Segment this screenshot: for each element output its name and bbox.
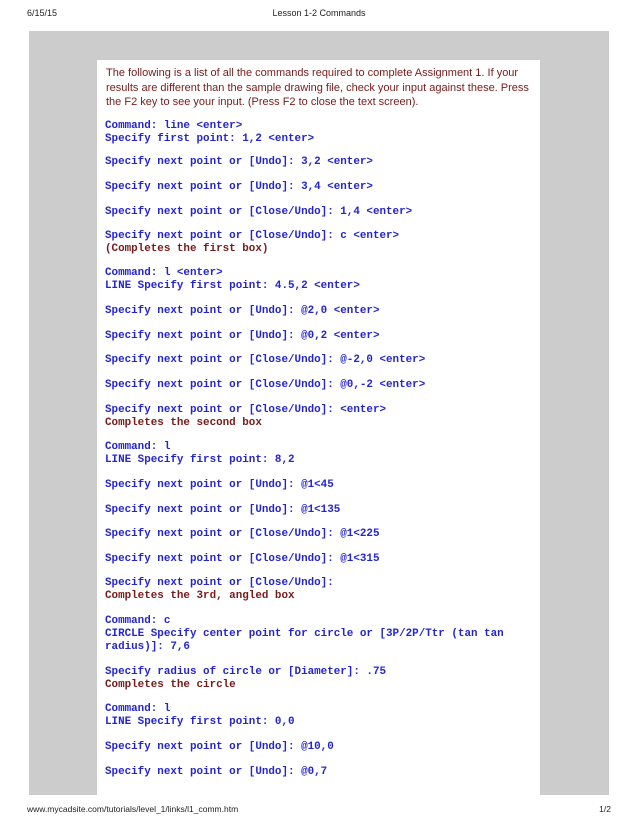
command-line: Specify next point or [Close/Undo]: @1<225 — [105, 528, 380, 540]
page-header — [0, 0, 638, 24]
page-footer — [0, 800, 638, 826]
page-number: 1/2 — [599, 804, 611, 814]
command-line: Specify next point or [Undo]: @1<135 — [105, 504, 341, 516]
command-line: Specify next point or [Close/Undo]: — [105, 577, 334, 589]
command-line: Specify next point or [Close/Undo]: c <enter> — [105, 230, 400, 242]
page-title: Lesson 1-2 Commands — [272, 8, 366, 18]
command-line: CIRCLE Specify center point for circle or [3P/2P/Ttr (tan tan — [105, 628, 504, 640]
print-date: 6/15/15 — [27, 8, 58, 18]
result-note: Completes the circle — [105, 679, 236, 691]
command-line: Specify next point or [Close/Undo]: 1,4 <enter> — [105, 206, 413, 218]
command-line: Specify next point or [Close/Undo]: @-2,0 <enter> — [105, 354, 426, 366]
command-line: Specify radius of circle or [Diameter]: .75 — [105, 666, 387, 678]
command-line: Command: l <enter> — [105, 267, 223, 279]
command-line: Specify next point or [Undo]: 3,4 <enter> — [105, 181, 373, 193]
command-line: Command: c — [105, 615, 171, 627]
command-line: Specify first point: 1,2 <enter> — [105, 133, 315, 145]
command-line: Specify next point or [Close/Undo]: @0,-2 <enter> — [105, 379, 426, 391]
command-line: LINE Specify first point: 4.5,2 <enter> — [105, 280, 360, 292]
command-line: LINE Specify first point: 0,0 — [105, 716, 295, 728]
command-line: Specify next point or [Undo]: @10,0 — [105, 741, 334, 753]
command-line: Specify next point or [Undo]: @0,2 <enter> — [105, 330, 380, 342]
command-line: Specify next point or [Undo]: @2,0 <enter> — [105, 305, 380, 317]
command-line: Specify next point or [Undo]: @1<45 — [105, 479, 334, 491]
result-note: (Completes the first box) — [105, 243, 269, 255]
content-panel — [97, 60, 540, 795]
command-line: Specify next point or [Undo]: 3,2 <enter> — [105, 156, 373, 168]
source-url[interactable]: www.mycadsite.com/tutorials/level_1/links/l1_comm.htm — [27, 804, 239, 814]
command-line: Specify next point or [Close/Undo]: @1<315 — [105, 553, 380, 565]
command-line: Command: line <enter> — [105, 120, 243, 132]
command-line: LINE Specify first point: 8,2 — [105, 454, 295, 466]
command-line: Specify next point or [Undo]: @0,7 — [105, 766, 328, 778]
result-note: Completes the second box — [105, 417, 262, 429]
command-line: Specify next point or [Close/Undo]: <enter> — [105, 404, 387, 416]
result-note: Completes the 3rd, angled box — [105, 590, 295, 602]
command-line: radius)]: 7,6 — [105, 641, 190, 653]
command-line: Command: l — [105, 703, 171, 715]
intro-paragraph: The following is a list of all the commands required to complete Assignment 1. If your results are different than the sample drawing file, check your input against these. Press the F2 key to see your input. (Press F2 to close the text screen). — [106, 67, 529, 108]
command-line: Command: l — [105, 441, 171, 453]
